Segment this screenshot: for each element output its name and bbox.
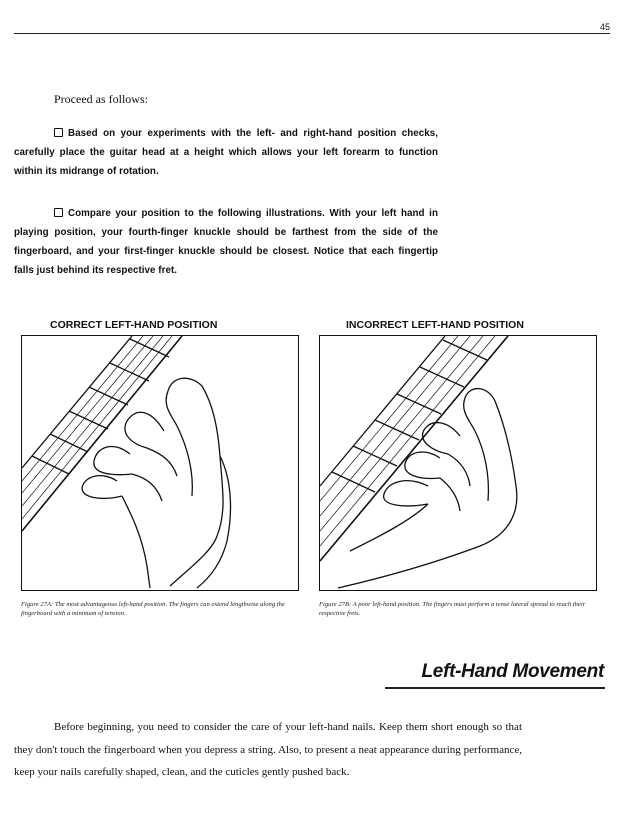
figure-caption-incorrect: Figure 27B: A poor left-hand position. The fingers must perform a tense lateral spread to reach their respective frets. bbox=[319, 601, 586, 617]
section-body bbox=[14, 716, 522, 784]
checklist-text: Based on your experiments with the left- and right-hand position checks, carefully place the guitar head at a height which allows your left forearm to function within its midrange of rotation. bbox=[14, 128, 438, 177]
figure-title-correct: CORRECT LEFT-HAND POSITION bbox=[50, 319, 218, 331]
section-rule bbox=[385, 687, 605, 689]
figure-title-incorrect: INCORRECT LEFT-HAND POSITION bbox=[346, 319, 524, 331]
checkbox-icon bbox=[54, 128, 63, 137]
checklist-item bbox=[14, 204, 438, 280]
checkbox-icon bbox=[54, 208, 63, 217]
header-rule bbox=[14, 33, 610, 34]
incorrect-hand-drawing bbox=[320, 336, 595, 589]
figure-correct-illustration bbox=[21, 335, 299, 591]
intro-text: Proceed as follows: bbox=[54, 92, 148, 106]
correct-hand-drawing bbox=[22, 336, 297, 589]
figure-caption-correct: Figure 27A: The most advantageous left-hand position. The fingers can extend lengthwise along the fingerboard with a minimum of tension. bbox=[21, 601, 285, 617]
checklist-item bbox=[14, 124, 438, 181]
section-body-text: Before beginning, you need to consider the care of your left-hand nails. Keep them short enough so that they don't touch the fingerboard when you depress a string. Also, to present a neat appearance during performance, keep your nails carefully shaped, clean, and the cuticles gently pushed back. bbox=[14, 721, 522, 778]
figure-incorrect-illustration bbox=[319, 335, 597, 591]
checklist-text: Compare your position to the following illustrations. With your left hand in playing position, your fourth-finger knuckle should be farthest from the side of the fingerboard, and your first-finger knuckle should be closest. Notice that each fingertip falls just behind its respective fret. bbox=[14, 208, 438, 276]
page-number: 45 bbox=[599, 22, 610, 32]
section-heading: Left-Hand Movement bbox=[421, 661, 604, 682]
